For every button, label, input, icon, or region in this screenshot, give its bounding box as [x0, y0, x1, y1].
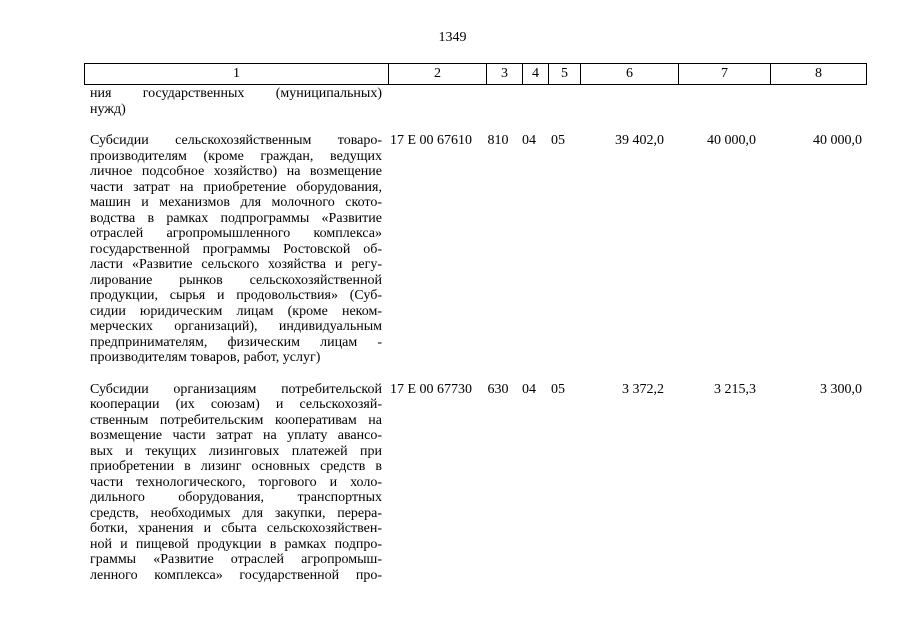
- column-header-5: 5: [549, 64, 581, 85]
- target-article-code: 17 Е 00 67610: [389, 133, 473, 148]
- column-header-7: 7: [679, 64, 771, 85]
- description-line: сидии юридическим лицам (кроме неком-: [90, 303, 382, 319]
- column-header-table: [84, 63, 867, 85]
- description-line: возмещение части затрат на уплату авансо-: [90, 428, 382, 443]
- description-line: вых и текущих лизинговых платежей при: [90, 443, 382, 459]
- amount-year-1: 3 372,2: [622, 381, 664, 397]
- column-header-6: 6: [581, 64, 679, 85]
- section-code: [516, 86, 542, 117]
- description-line: мерческих организаций), индивидуальным: [90, 319, 382, 334]
- table-row: [84, 133, 866, 366]
- description-line: граммы «Развитие отраслей агропромыш-: [90, 552, 382, 567]
- amount-year-1: 39 402,0: [615, 133, 664, 148]
- description-line: ной и пищевой продукции в рамках подпро-: [90, 536, 382, 552]
- amount-year-3: [764, 86, 866, 117]
- description-line: ласти «Развитие сельского хозяйства и регу-: [90, 257, 382, 272]
- column-header-8: 8: [771, 64, 867, 85]
- target-article-code: [382, 86, 480, 117]
- description-line: производителям товаров, работ, услуг): [90, 350, 321, 365]
- section-code: 04: [522, 133, 536, 148]
- amount-year-2: [672, 86, 764, 117]
- description-line: приобретении в лизинг основных средств в: [90, 459, 382, 474]
- description-line: государственной программы Ростовской об-: [90, 241, 382, 257]
- table-body: [84, 86, 866, 583]
- column-header-1: 1: [85, 64, 389, 85]
- column-header-4: 4: [523, 64, 549, 85]
- description-line: машин и механизмов для молочного ското-: [90, 195, 382, 210]
- description-line: Субсидии организациям потребительской: [90, 381, 382, 397]
- description-line: лирование рынков сельскохозяйственной: [90, 272, 382, 288]
- description-line: водства в рамках подпрограммы «Развитие: [90, 210, 382, 226]
- amount-year-3: 40 000,0: [813, 133, 862, 148]
- description-line: ленного комплекса» государственной про-: [90, 567, 382, 583]
- section-code: 04: [522, 381, 536, 397]
- table-row: [84, 86, 866, 117]
- description-line: ственным потребительским кооперативам на: [90, 412, 382, 428]
- page-number: 1349: [438, 30, 467, 45]
- description-line: предпринимателям, физическим лицам -: [90, 334, 382, 350]
- expense-type-code: 810: [487, 133, 509, 148]
- description-line: нужд): [90, 101, 126, 117]
- description-line: производителям (кроме граждан, ведущих: [90, 148, 382, 164]
- amount-year-1: [574, 86, 672, 117]
- description-line: отраслей агропромышленного комплекса»: [90, 226, 382, 241]
- row-description: [84, 86, 382, 117]
- target-article-code: 17 Е 00 67730: [389, 381, 473, 397]
- column-header-row: [85, 64, 867, 85]
- column-header-3: 3: [487, 64, 523, 85]
- subsection-code: [542, 86, 574, 117]
- amount-year-2: 40 000,0: [707, 133, 756, 148]
- row-description: [84, 382, 382, 584]
- description-line: личное подсобное хозяйство) на возмещение: [90, 164, 382, 179]
- description-line: Субсидии сельскохозяйственным товаро-: [90, 133, 382, 148]
- column-header-2: 2: [389, 64, 487, 85]
- row-description: [84, 133, 382, 366]
- subsection-code: 05: [551, 133, 565, 148]
- description-line: кооперации (их союзам) и сельскохозяй-: [90, 397, 382, 412]
- amount-year-2: 3 215,3: [714, 381, 756, 397]
- table-row: [84, 382, 866, 584]
- description-line: средств, необходимых для закупки, перера-: [90, 505, 382, 521]
- description-line: части технологического, торгового и холо-: [90, 474, 382, 490]
- description-line: дильного оборудования, транспортных: [90, 490, 382, 505]
- expense-type-code: [480, 86, 516, 117]
- amount-year-3: 3 300,0: [820, 381, 862, 397]
- description-line: ния государственных (муниципальных): [90, 86, 382, 101]
- expense-type-code: 630: [487, 381, 509, 397]
- description-line: части затрат на приобретение оборудования,: [90, 179, 382, 195]
- subsection-code: 05: [551, 381, 565, 397]
- description-line: продукции, сырья и продовольствия» (Суб-: [90, 288, 382, 303]
- description-line: ботки, хранения и сбыта сельскохозяйствен-: [90, 521, 382, 536]
